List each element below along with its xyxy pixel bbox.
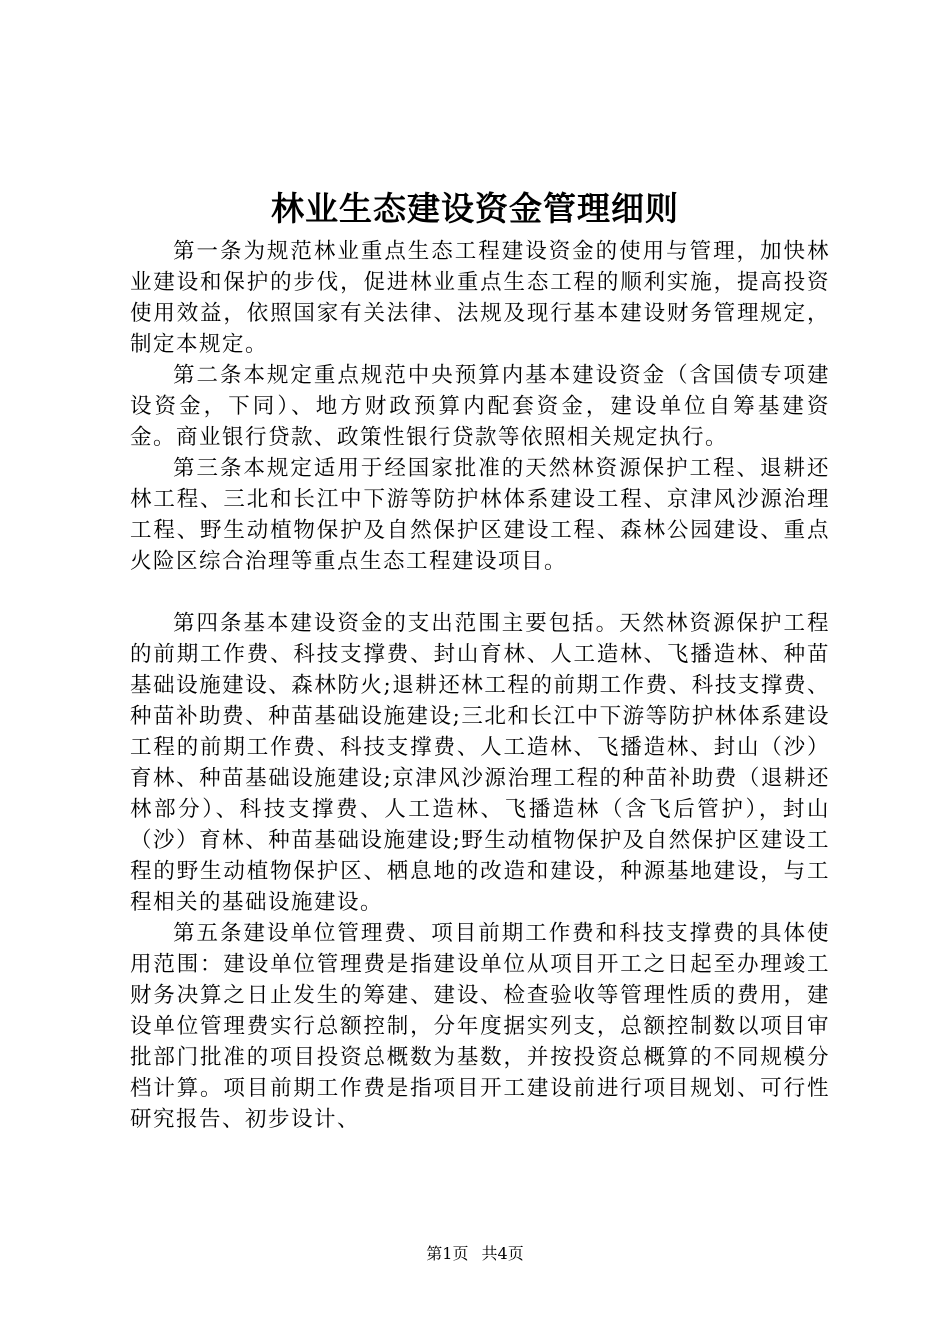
page-number-total: 共4页 — [481, 1244, 524, 1263]
paragraph-article-2: 第二条本规定重点规范中央预算内基本建设资金（含国债专项建设资金，下同）、地方财政预算内配套资金，建设单位自筹基建资金。商业银行贷款、政策性银行贷款等依照相关规定执行。 — [130, 363, 830, 450]
page-footer — [0, 1242, 950, 1266]
paragraph-article-1: 第一条为规范林业重点生态工程建设资金的使用与管理，加快林业建设和保护的步伐，促进林业重点生态工程的顺利实施，提高投资使用效益，依照国家有关法律、法规及现行基本建设财务管理规定，制定本规定。 — [130, 239, 830, 357]
paragraph-article-5: 第五条建设单位管理费、项目前期工作费和科技支撑费的具体使用范围：建设单位管理费是指建设单位从项目开工之日起至办理竣工财务决算之日止发生的筹建、建设、检查验收等管理性质的费用，建设单位管理费实行总额控制，分年度据实列支，总额控制数以项目审批部门批准的项目投资总概数为基数，并按投资总概算的不同规模分档计算。项目前期工作费是指项目开工建设前进行项目规划、可行性研究报告、初步设计、 — [130, 921, 830, 1132]
page-number-current: 第1页 — [426, 1244, 469, 1263]
document-body — [130, 236, 830, 1135]
paragraph-article-4: 第四条基本建设资金的支出范围主要包括。天然林资源保护工程的前期工作费、科技支撑费、封山育林、人工造林、飞播造林、种苗基础设施建设、森林防火;退耕还林工程的前期工作费、科技支撑费、种苗补助费、种苗基础设施建设;三北和长江中下游等防护林体系建设工程的前期工作费、科技支撑费、人工造林、飞播造林、封山（沙）育林、种苗基础设施建设;京津风沙源治理工程的种苗补助费（退耕还林部分）、科技支撑费、人工造林、飞播造林（含飞后管护），封山（沙）育林、种苗基础设施建设;野生动植物保护及自然保护区建设工程的野生动植物保护区、栖息地的改造和建设，种源基地建设，与工程相关的基础设施建设。 — [130, 611, 830, 915]
document-title: 林业生态建设资金管理细则 — [271, 189, 679, 228]
paragraph-article-3: 第三条本规定适用于经国家批准的天然林资源保护工程、退耕还林工程、三北和长江中下游等防护林体系建设工程、京津风沙源治理工程、野生动植物保护及自然保护区建设工程、森林公园建设、重点火险区综合治理等重点生态工程建设项目。 — [130, 456, 830, 574]
